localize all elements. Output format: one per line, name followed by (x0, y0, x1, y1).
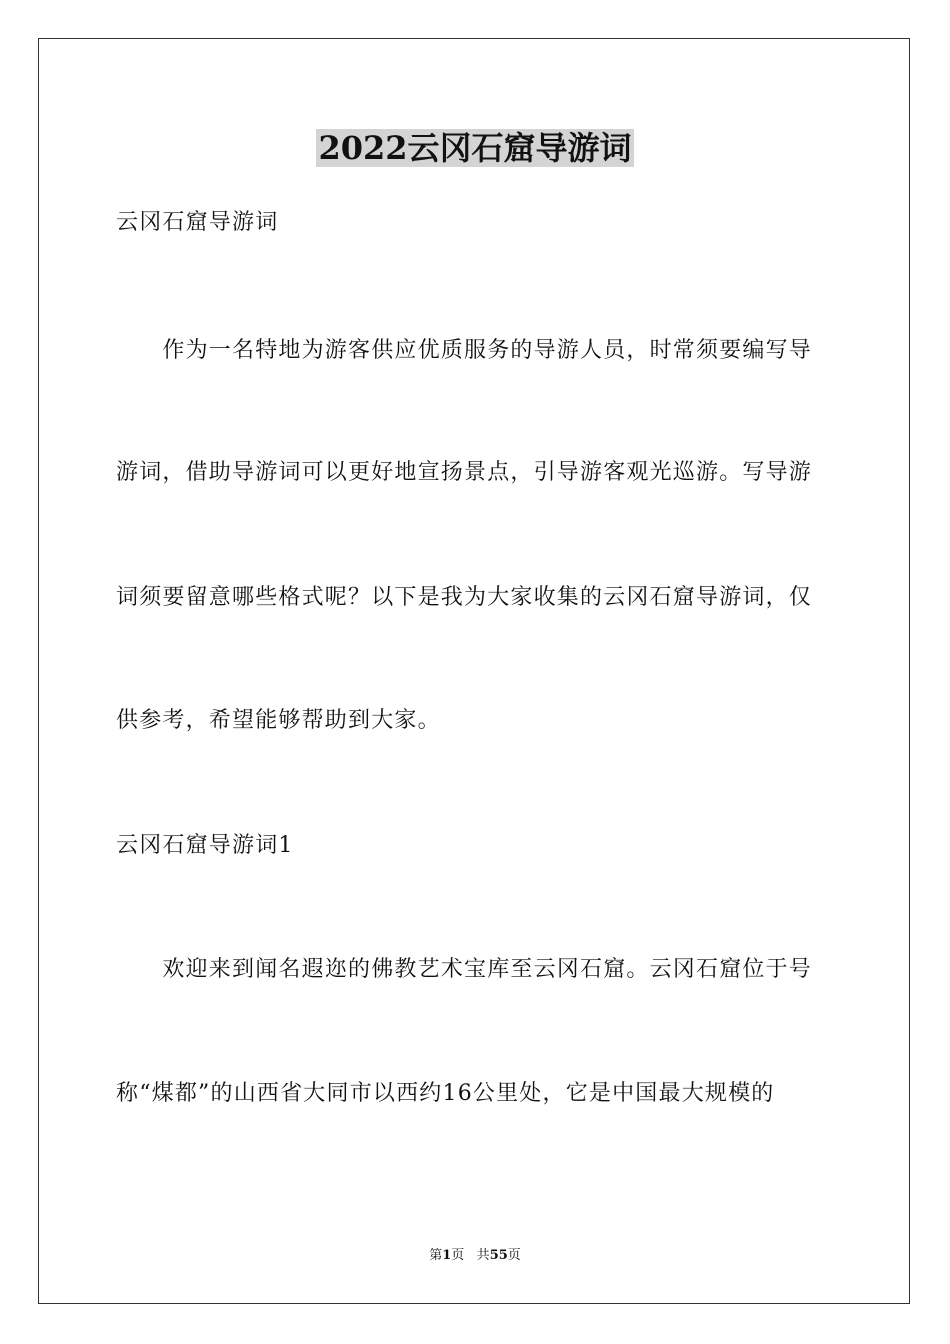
section-line-2: 称“煤都”的山西省大同市以西约16公里处，它是中国最大规模的 (116, 1081, 775, 1106)
page-footer (0, 1247, 950, 1265)
intro-line-2: 游词，借助导游词可以更好地宣扬景点，引导游客观光巡游。写导游 (116, 460, 813, 485)
section-line-1: 欢迎来到闻名遐迩的佛教艺术宝库至云冈石窟。云冈石窟位于号 (116, 957, 813, 982)
document-title-text: 2022云冈石窟导游词 (318, 129, 632, 167)
total-pages: 55 (489, 1248, 508, 1263)
intro-line-4: 供参考，希望能够帮助到大家。 (116, 708, 441, 733)
total-prefix: 共 (476, 1248, 490, 1263)
section-heading: 云冈石窟导游词1 (116, 833, 294, 858)
page-prefix: 第 (429, 1248, 443, 1263)
total-suffix: 页 (507, 1248, 521, 1263)
intro-line-1: 作为一名特地为游客供应优质服务的导游人员，时常须要编写导 (116, 338, 813, 363)
page-suffix: 页 (451, 1248, 465, 1263)
page-number: 1 (442, 1248, 452, 1263)
document-title (0, 128, 950, 168)
document-subtitle: 云冈石窟导游词 (116, 210, 279, 235)
intro-line-3: 词须要留意哪些格式呢？以下是我为大家收集的云冈石窟导游词，仅 (116, 585, 813, 610)
